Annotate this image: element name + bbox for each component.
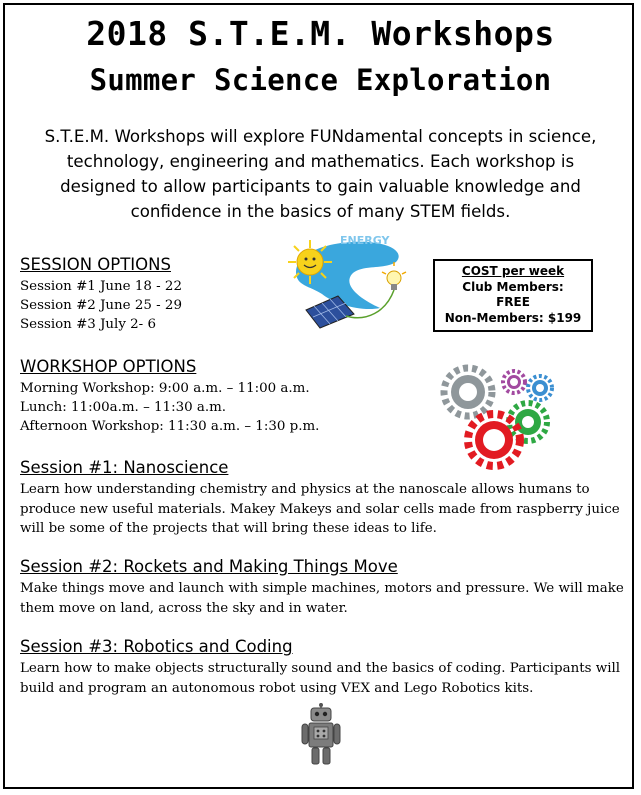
session-1-text: Learn how understanding chemistry and physics at the nanoscale allows humans to produce new useful materials. Makey Makeys and solar cells made from raspberry juice will be some of the projects that will bring these ideas to life. xyxy=(20,482,620,536)
cost-nonmembers: Non-Members: $199 xyxy=(444,310,582,325)
workshop-option-3: Afternoon Workshop: 11:30 a.m. – 1:30 p.m. xyxy=(20,419,320,434)
blue-gear xyxy=(528,376,552,400)
session-3-text: Learn how to make objects structurally sound and the basics of coding. Participants will build and program an autonomous robot using VEX and Lego Robotics kits. xyxy=(20,661,621,696)
cost-members-label: Club Members: xyxy=(462,279,564,294)
green-gear xyxy=(509,403,547,441)
workshop-option-1: Morning Workshop: 9:00 a.m. – 11:00 a.m. xyxy=(20,381,310,396)
cost-box xyxy=(433,259,593,332)
energy-illustration xyxy=(276,232,416,332)
energy-label: ENERGY xyxy=(340,234,390,247)
robot-icon xyxy=(300,703,342,767)
workshop-options-list xyxy=(20,379,319,436)
session-3-heading: Session #3: Robotics and Coding xyxy=(20,637,293,656)
session-option-3: Session #3 July 2- 6 xyxy=(20,317,156,332)
session-1-heading: Session #1: Nanoscience xyxy=(20,458,229,477)
workshop-options-heading: WORKSHOP OPTIONS xyxy=(20,357,197,376)
gears-icon xyxy=(440,364,560,474)
session-option-1: Session #1 June 18 - 22 xyxy=(20,279,182,294)
workshop-option-2: Lunch: 11:00a.m. – 11:30 a.m. xyxy=(20,400,227,415)
session-2-heading: Session #2: Rockets and Making Things Move xyxy=(20,557,398,576)
session-options-list xyxy=(20,277,182,334)
cost-title: COST per week xyxy=(461,264,565,278)
page-subtitle: Summer Science Exploration xyxy=(89,63,552,97)
red-gear xyxy=(468,414,520,466)
sun-icon xyxy=(288,240,332,284)
session-option-2: Session #2 June 25 - 29 xyxy=(20,298,182,313)
session-2-text: Make things move and launch with simple machines, motors and pressure. We will make them move on land, across the sky and in water. xyxy=(20,581,624,616)
intro-paragraph: S.T.E.M. Workshops will explore FUNdamental concepts in science, technology, engineering and mathematics. Each workshop is designed to allow participants to gain valuable knowledge and confidence in the basics of many STEM fields. xyxy=(44,127,597,221)
gray-gear xyxy=(444,368,492,416)
page-title: 2018 S.T.E.M. Workshops xyxy=(86,14,555,53)
session-options-heading: SESSION OPTIONS xyxy=(20,255,171,274)
purple-gear xyxy=(503,371,525,393)
light-bulb-icon xyxy=(382,262,406,290)
cost-members-price: FREE xyxy=(496,295,530,309)
